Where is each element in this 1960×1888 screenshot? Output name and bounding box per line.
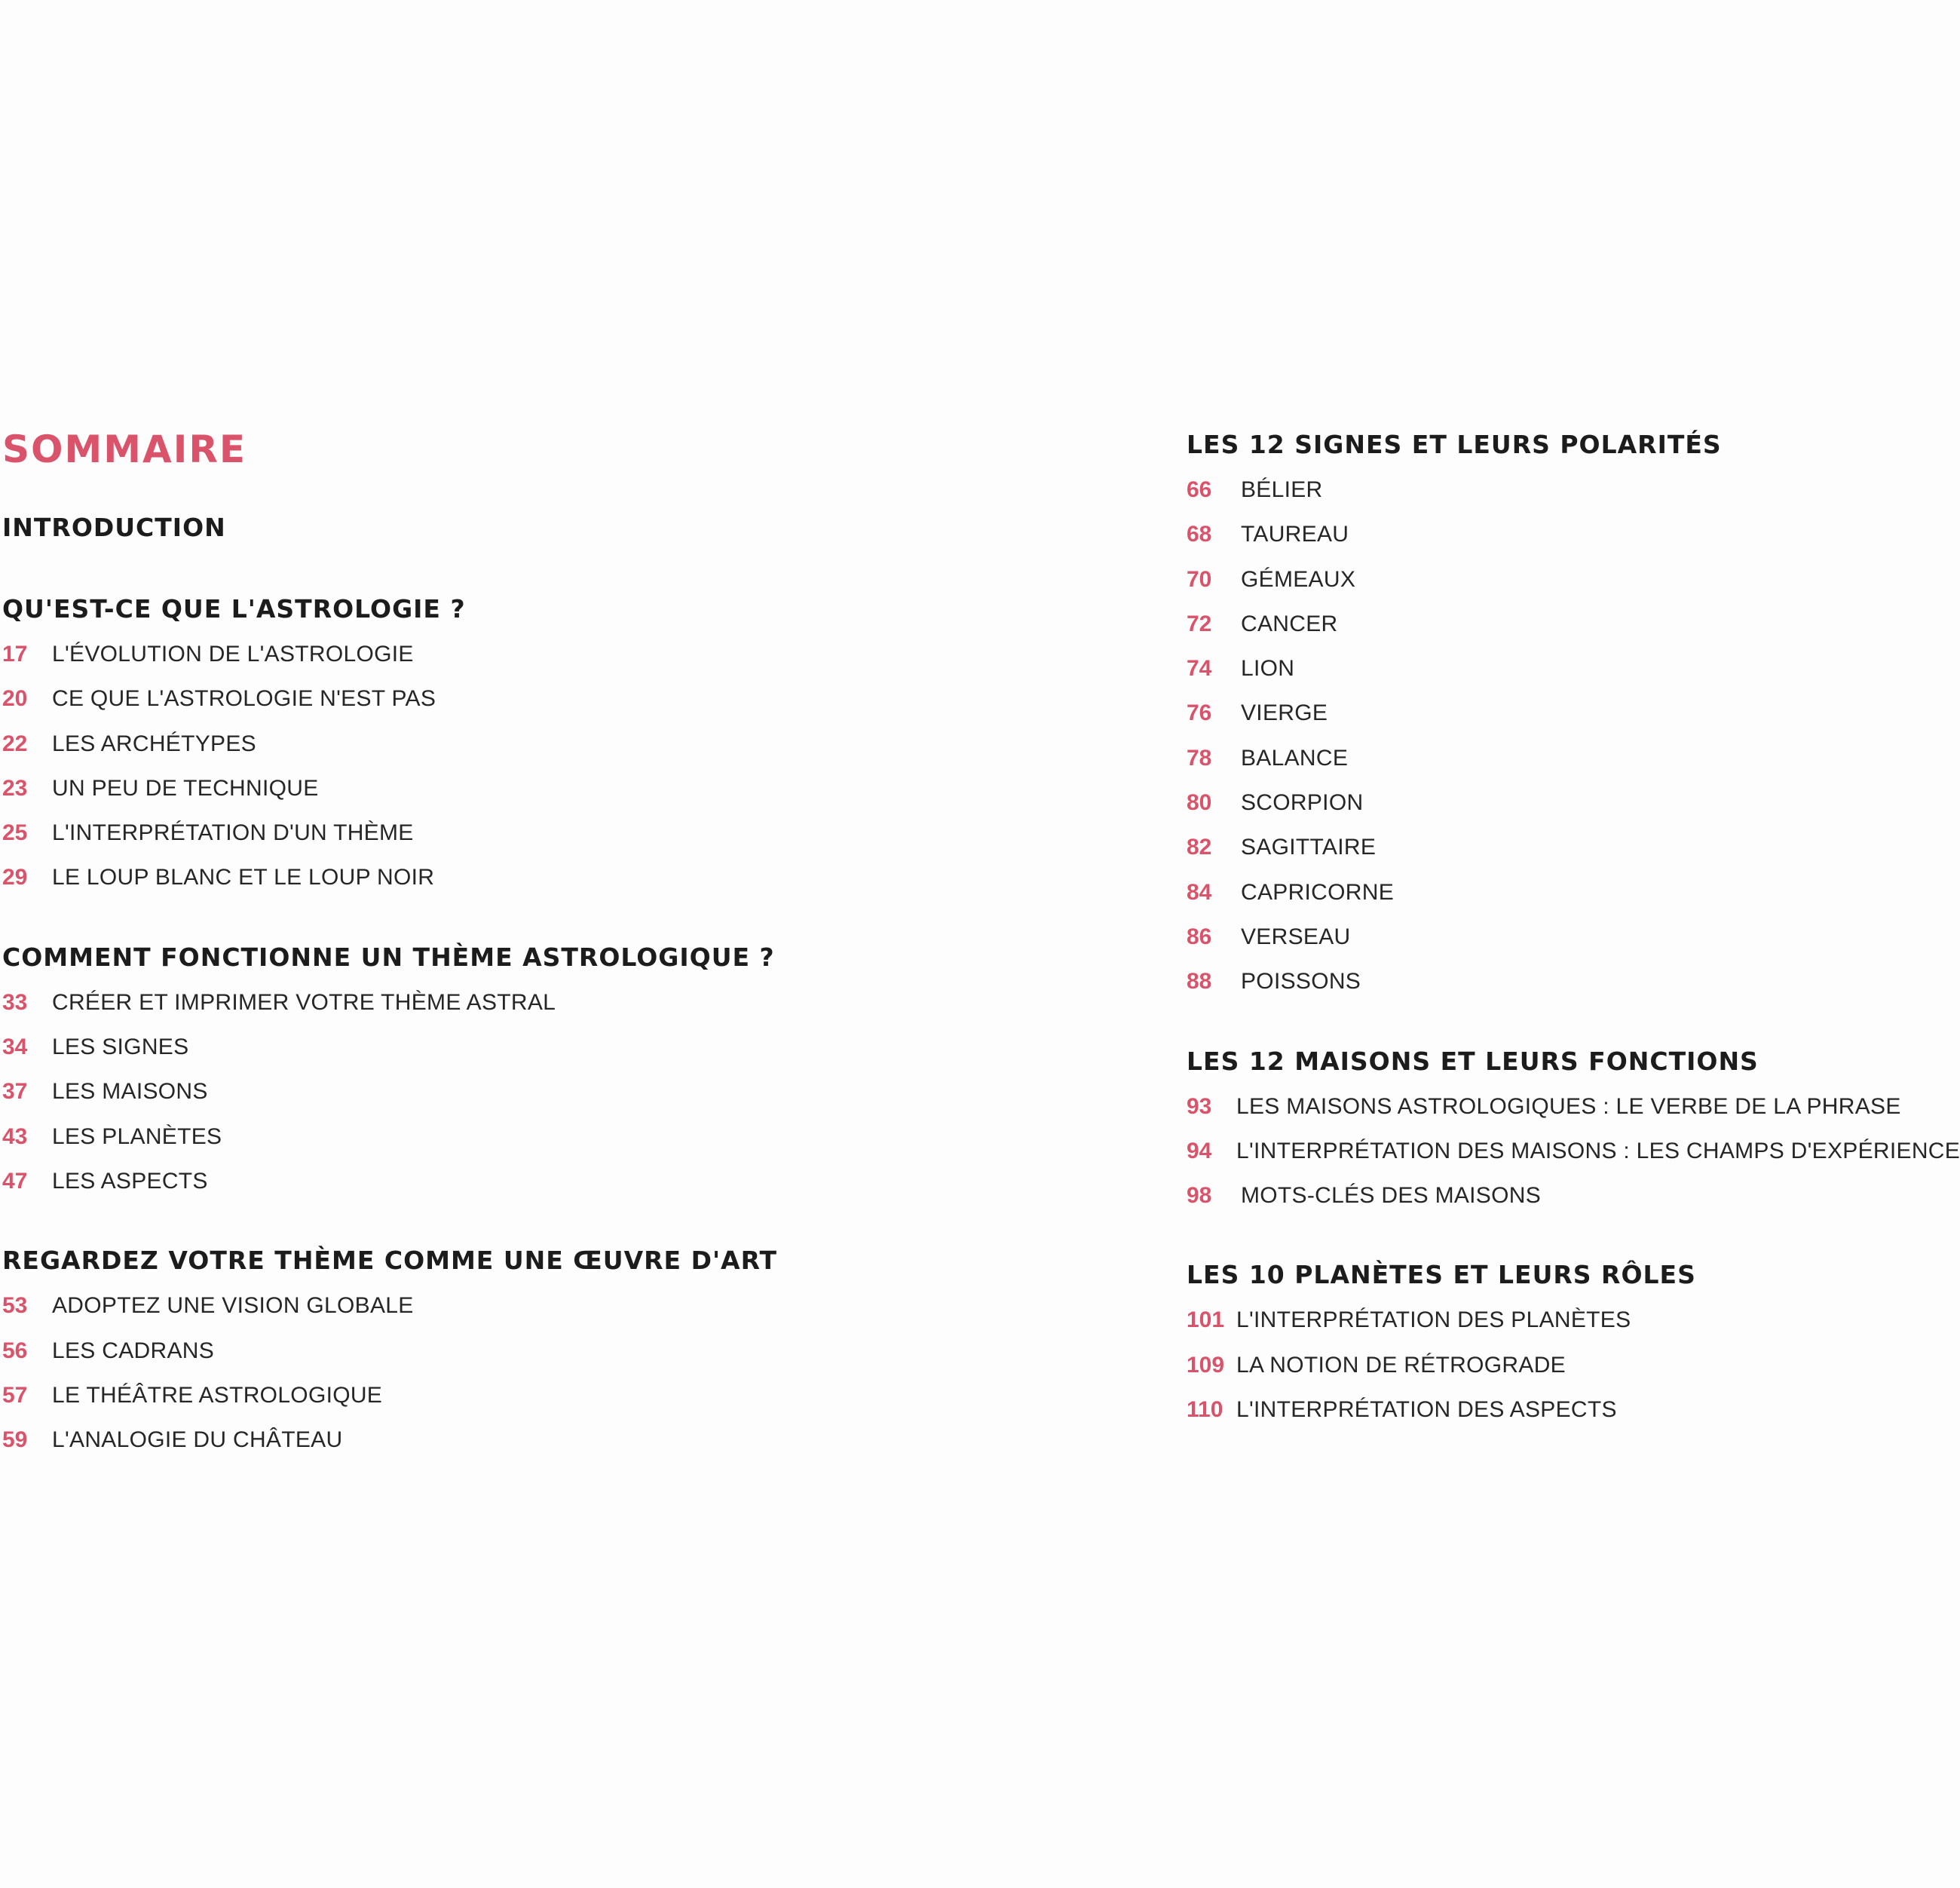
entry-label: ADOPTEZ UNE VISION GLOBALE bbox=[52, 1293, 414, 1319]
toc-entry[interactable] bbox=[1187, 646, 1885, 691]
entry-label: LES MAISONS bbox=[52, 1079, 208, 1105]
toc-entry[interactable] bbox=[2, 855, 1073, 900]
page-number: 47 bbox=[2, 1168, 28, 1194]
toc-entry[interactable] bbox=[1187, 1129, 1960, 1173]
page-number: 57 bbox=[2, 1382, 28, 1408]
section-heading: LES 12 MAISONS ET LEURS FONCTIONS bbox=[1187, 1046, 1759, 1076]
toc-entry[interactable] bbox=[2, 1329, 1073, 1373]
entry-label: SAGITTAIRE bbox=[1241, 835, 1377, 860]
page-number: 80 bbox=[1187, 790, 1212, 816]
toc-entry[interactable] bbox=[1187, 915, 1885, 959]
entry-label: UN PEU DE TECHNIQUE bbox=[52, 775, 319, 801]
toc-section bbox=[1187, 1039, 1960, 1218]
entry-label: LES CADRANS bbox=[52, 1338, 215, 1363]
entry-label: GÉMEAUX bbox=[1241, 566, 1356, 592]
entry-label: L'ANALOGIE DU CHÂTEAU bbox=[52, 1427, 343, 1453]
page-number: 76 bbox=[1187, 700, 1212, 726]
entry-label: CAPRICORNE bbox=[1241, 879, 1395, 905]
page-number: 82 bbox=[1187, 835, 1212, 860]
page-number: 56 bbox=[2, 1338, 28, 1363]
page-number: 109 bbox=[1187, 1352, 1225, 1378]
entry-label: LE THÉÂTRE ASTROLOGIQUE bbox=[52, 1382, 383, 1408]
section-heading: LES 10 PLANÈTES ET LEURS RÔLES bbox=[1187, 1260, 1696, 1290]
entry-label: L'INTERPRÉTATION D'UN THÈME bbox=[52, 820, 414, 846]
entry-label: SCORPION bbox=[1241, 790, 1364, 816]
toc-entry[interactable] bbox=[1187, 512, 1885, 556]
section-heading: COMMENT FONCTIONNE UN THÈME ASTROLOGIQUE ? bbox=[2, 942, 775, 972]
page-number: 84 bbox=[1187, 879, 1212, 905]
page-number: 33 bbox=[2, 989, 28, 1015]
toc-entry[interactable] bbox=[2, 1373, 1073, 1418]
toc-entry[interactable] bbox=[1187, 825, 1885, 869]
entry-label: LES PLANÈTES bbox=[52, 1123, 222, 1149]
page-number: 53 bbox=[2, 1293, 28, 1319]
page-number: 25 bbox=[2, 820, 28, 846]
toc-entry[interactable] bbox=[2, 1025, 1073, 1069]
section-heading: QU'EST-CE QUE L'ASTROLOGIE ? bbox=[2, 594, 466, 624]
intro-heading: INTRODUCTION bbox=[2, 513, 226, 542]
entry-label: BALANCE bbox=[1241, 745, 1349, 771]
toc-section bbox=[2, 935, 1073, 1203]
toc-entry[interactable] bbox=[2, 1159, 1073, 1203]
entry-label: VERSEAU bbox=[1241, 924, 1351, 949]
entry-label: L'INTERPRÉTATION DES PLANÈTES bbox=[1236, 1307, 1631, 1333]
entry-label: POISSONS bbox=[1241, 969, 1361, 995]
entry-label: LES MAISONS ASTROLOGIQUES : LE VERBE DE LA PHRASE bbox=[1236, 1093, 1901, 1119]
page-number: 88 bbox=[1187, 969, 1212, 995]
section-heading: LES 12 SIGNES ET LEURS POLARITÉS bbox=[1187, 430, 1722, 459]
section-heading: REGARDEZ VOTRE THÈME COMME UNE ŒUVRE D'ART bbox=[2, 1246, 778, 1276]
toc-entry[interactable] bbox=[2, 811, 1073, 855]
toc-entry[interactable] bbox=[2, 1114, 1073, 1159]
toc-entry[interactable] bbox=[1187, 467, 1885, 512]
toc-entry[interactable] bbox=[1187, 959, 1885, 1004]
toc-entry[interactable] bbox=[1187, 870, 1885, 915]
entry-label: TAUREAU bbox=[1241, 522, 1349, 547]
page-number: 94 bbox=[1187, 1138, 1212, 1163]
page-number: 68 bbox=[1187, 522, 1212, 547]
page-number: 101 bbox=[1187, 1307, 1225, 1333]
toc-entry[interactable] bbox=[2, 1283, 1073, 1328]
toc-entry[interactable] bbox=[1187, 1084, 1901, 1129]
toc-entry[interactable] bbox=[2, 1069, 1073, 1114]
toc-entry[interactable] bbox=[1187, 1387, 1885, 1432]
page-number: 43 bbox=[2, 1123, 28, 1149]
page-number: 98 bbox=[1187, 1183, 1212, 1209]
entry-label: L'INTERPRÉTATION DES MAISONS : LES CHAMPS D'EXPÉRIENCE bbox=[1236, 1138, 1960, 1163]
entry-label: L'INTERPRÉTATION DES ASPECTS bbox=[1236, 1397, 1617, 1423]
toc-entry[interactable] bbox=[2, 1418, 1073, 1462]
entry-label: LE LOUP BLANC ET LE LOUP NOIR bbox=[52, 865, 435, 890]
page-number: 78 bbox=[1187, 745, 1212, 771]
toc-entry[interactable] bbox=[1187, 1298, 1885, 1342]
toc-entry[interactable] bbox=[1187, 557, 1885, 602]
page-number: 59 bbox=[2, 1427, 28, 1453]
left-column bbox=[2, 422, 1073, 1462]
entry-label: LA NOTION DE RÉTROGRADE bbox=[1236, 1352, 1566, 1378]
page-number: 34 bbox=[2, 1034, 28, 1060]
page-number: 70 bbox=[1187, 566, 1212, 592]
toc-entry[interactable] bbox=[1187, 691, 1885, 735]
toc-entry[interactable] bbox=[2, 632, 1073, 676]
page-number: 66 bbox=[1187, 477, 1212, 502]
entry-label: BÉLIER bbox=[1241, 477, 1323, 502]
entry-label: LES ARCHÉTYPES bbox=[52, 731, 256, 756]
page-title: SOMMAIRE bbox=[2, 428, 247, 471]
toc-entry[interactable] bbox=[1187, 736, 1885, 780]
entry-label: CRÉER ET IMPRIMER VOTRE THÈME ASTRAL bbox=[52, 989, 556, 1015]
page-number: 72 bbox=[1187, 611, 1212, 636]
toc-entry[interactable] bbox=[2, 980, 1073, 1025]
page-number: 86 bbox=[1187, 924, 1212, 949]
entry-label: LES ASPECTS bbox=[52, 1168, 208, 1194]
page-number: 74 bbox=[1187, 656, 1212, 682]
toc-entry[interactable] bbox=[2, 722, 1073, 766]
toc-entry[interactable] bbox=[1187, 780, 1885, 825]
entry-label: LION bbox=[1241, 656, 1295, 682]
page-number: 29 bbox=[2, 865, 28, 890]
entry-label: MOTS-CLÉS DES MAISONS bbox=[1241, 1183, 1542, 1209]
toc-section bbox=[2, 1238, 1073, 1462]
toc-entry[interactable] bbox=[2, 766, 1073, 811]
toc-entry[interactable] bbox=[1187, 602, 1885, 646]
entry-label: CANCER bbox=[1241, 611, 1338, 636]
right-column bbox=[1187, 422, 1960, 1432]
page-number: 110 bbox=[1187, 1397, 1223, 1423]
page-number: 22 bbox=[2, 731, 28, 756]
page-number: 93 bbox=[1187, 1093, 1212, 1119]
page-number: 17 bbox=[2, 642, 28, 667]
page-number: 37 bbox=[2, 1079, 28, 1105]
entry-label: CE QUE L'ASTROLOGIE N'EST PAS bbox=[52, 686, 436, 712]
page-number: 20 bbox=[2, 686, 28, 712]
toc-entry[interactable] bbox=[1187, 1173, 1885, 1218]
page-number: 23 bbox=[2, 775, 28, 801]
entry-label: L'ÉVOLUTION DE L'ASTROLOGIE bbox=[52, 642, 414, 667]
toc-section bbox=[1187, 422, 1885, 1004]
toc-entry[interactable] bbox=[1187, 1343, 1885, 1387]
toc-section bbox=[2, 587, 1073, 900]
entry-label: VIERGE bbox=[1241, 700, 1328, 726]
entry-label: LES SIGNES bbox=[52, 1034, 189, 1060]
toc-entry[interactable] bbox=[2, 676, 1073, 721]
toc-section bbox=[1187, 1252, 1885, 1432]
